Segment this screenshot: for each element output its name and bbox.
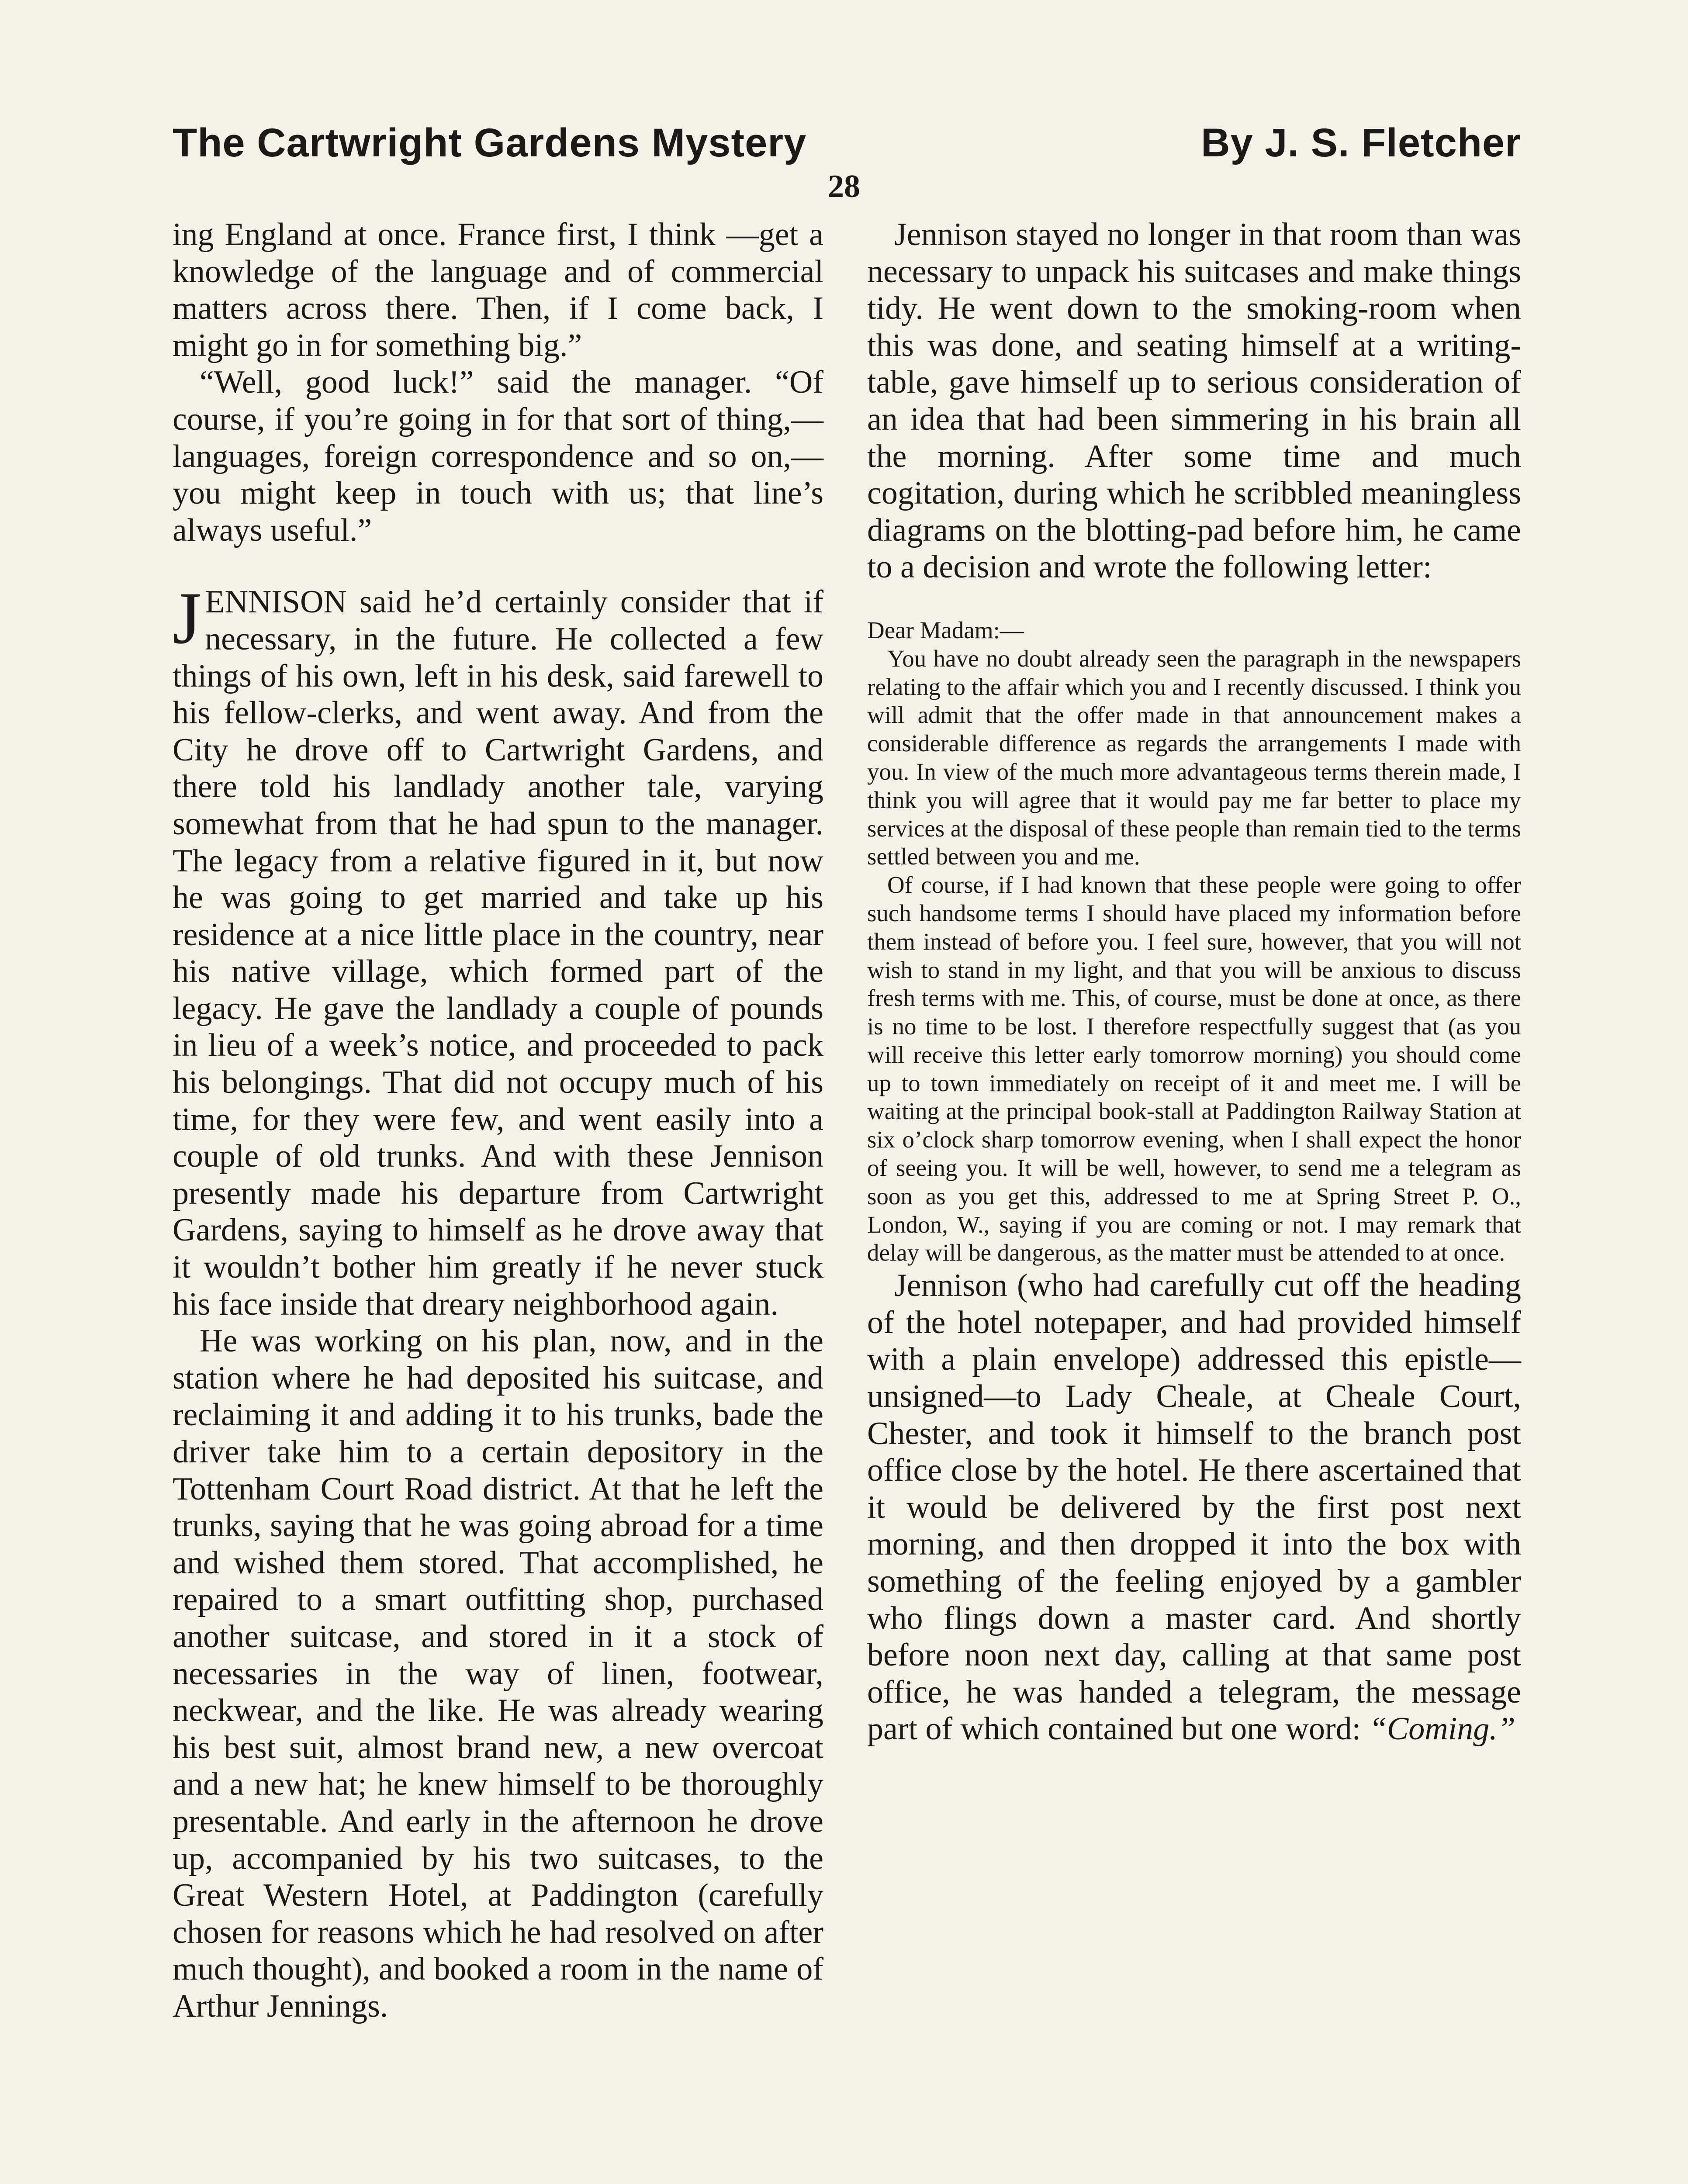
letter-salutation: Dear Madam:—	[867, 616, 1024, 643]
page-number: 28	[828, 169, 860, 204]
drop-cap: J	[173, 577, 202, 660]
section-break	[173, 549, 823, 584]
story-author: By J. S. Fletcher	[1201, 121, 1521, 165]
letter-block	[867, 616, 1521, 1267]
paragraph	[173, 577, 823, 1323]
paragraph	[867, 1267, 1521, 1748]
paragraph-text: ENNISON said he’d certainly consider that if necessary, in the future. He collected a few things of his own, left in his desk, said farewell to his fellow-clerks, and went away. And from the City he drove off to Cartwright Gardens, and there told his landlady another tale, varying somewhat from that he had spun to the manager. The legacy from a relative figured in it, but now he was going to get married and take up his residence at a nice little place in the country, near his native village, which formed part of the legacy. He gave the landlady a couple of pounds in lieu of a week’s notice, and proceeded to pack his belongings. That did not occupy much of his time, for they were few, and went easily into a couple of old trunks. And with these Jennison presently made his departure from Cartwright Gardens, saying to himself as he drove away that it wouldn’t bother him greatly if he never stuck his face inside that dreary neighborhood again.	[173, 584, 823, 1322]
paragraph: “Well, good luck!” said the manager. “Of course, if you’re going in for that sort of thing,—languages, foreign correspondence and so on,—you might keep in touch with us; that line’s always useful.”	[173, 364, 823, 548]
letter-paragraph: You have no doubt already seen the paragraph in the newspapers relating to the affair which you and I recently discussed. I think you will admit that the offer made in that announcement makes a considerable difference as regards the arrangements I made with you. In view of the much more advantageous terms therein made, I think you will agree that it would pay me far better to place my services at the disposal of these people than remain tied to the terms settled between you and me.	[867, 645, 1521, 870]
left-column	[173, 216, 823, 2025]
story-title: The Cartwright Gardens Mystery	[173, 121, 807, 165]
paragraph-text: Jennison (who had carefully cut off the heading of the hotel notepaper, and had provided himself with a plain envelope) addressed this epistle—unsigned—to Lady Cheale, at Cheale Court, Chester, and took it himself to the branch post office close by the hotel. He there ascertained that it would be delivered by the first post next morning, and then dropped it into the box with something of the feeling enjoyed by a gambler who flings down a master card. And shortly before noon next day, calling at that same post office, he was handed a telegram, the message part of which contained but one word:	[867, 1268, 1521, 1747]
paragraph: ing England at once. France first, I think —get a knowledge of the language and of commercial matters across there. Then, if I come back, I might go in for something big.”	[173, 217, 823, 363]
letter-paragraph: Of course, if I had known that these people were going to offer such handsome terms I should have placed my information before them instead of before you. I feel sure, however, that you will not wish to stand in my light, and that you will be anxious to discuss fresh terms with me. This, of course, must be done at once, as there is no time to be lost. I therefore respectfully suggest that (as you will receive this letter early tomorrow morning) you should come up to town immediately on receipt of it and meet me. I will be waiting at the principal book-stall at Paddington Railway Station at six o’clock sharp tomorrow evening, when I shall expect the honor of seeing you. It will be well, however, to send me a telegram as soon as you get this, addressed to me at Spring Street P. O., London, W., saying if you are coming or not. I may remark that delay will be dangerous, as the matter must be attended to at once.	[867, 871, 1521, 1266]
right-column	[867, 216, 1521, 1748]
emphasis-word: “Coming.”	[1369, 1711, 1515, 1747]
paragraph: He was working on his plan, now, and in the station where he had deposited his suitcase, and reclaiming it and adding it to his trunks, bade the driver take him to a certain depository in the Tottenham Court Road district. At that he left the trunks, saying that he was going abroad for a time and wished them stored. That accomplished, he repaired to a smart outfitting shop, purchased another suitcase, and stored in it a stock of necessaries in the way of linen, footwear, neckwear, and the like. He was already wearing his best suit, almost brand new, a new overcoat and a new hat; he knew himself to be thoroughly presentable. And early in the afternoon he drove up, accompanied by his two suitcases, to the Great Western Hotel, at Paddington (carefully chosen for reasons which he had resolved on after much thought), and booked a room in the name of Arthur Jennings.	[173, 1323, 823, 2024]
paragraph: Jennison stayed no longer in that room than was necessary to unpack his suitcases and make things tidy. He went down to the smoking-room when this was done, and seating himself at a writing-table, gave himself up to serious consideration of an idea that had been simmering in his brain all the morning. After some time and much cogitation, during which he scribbled meaningless diagrams on the blotting-pad before him, he came to a decision and wrote the following letter:	[867, 217, 1521, 585]
